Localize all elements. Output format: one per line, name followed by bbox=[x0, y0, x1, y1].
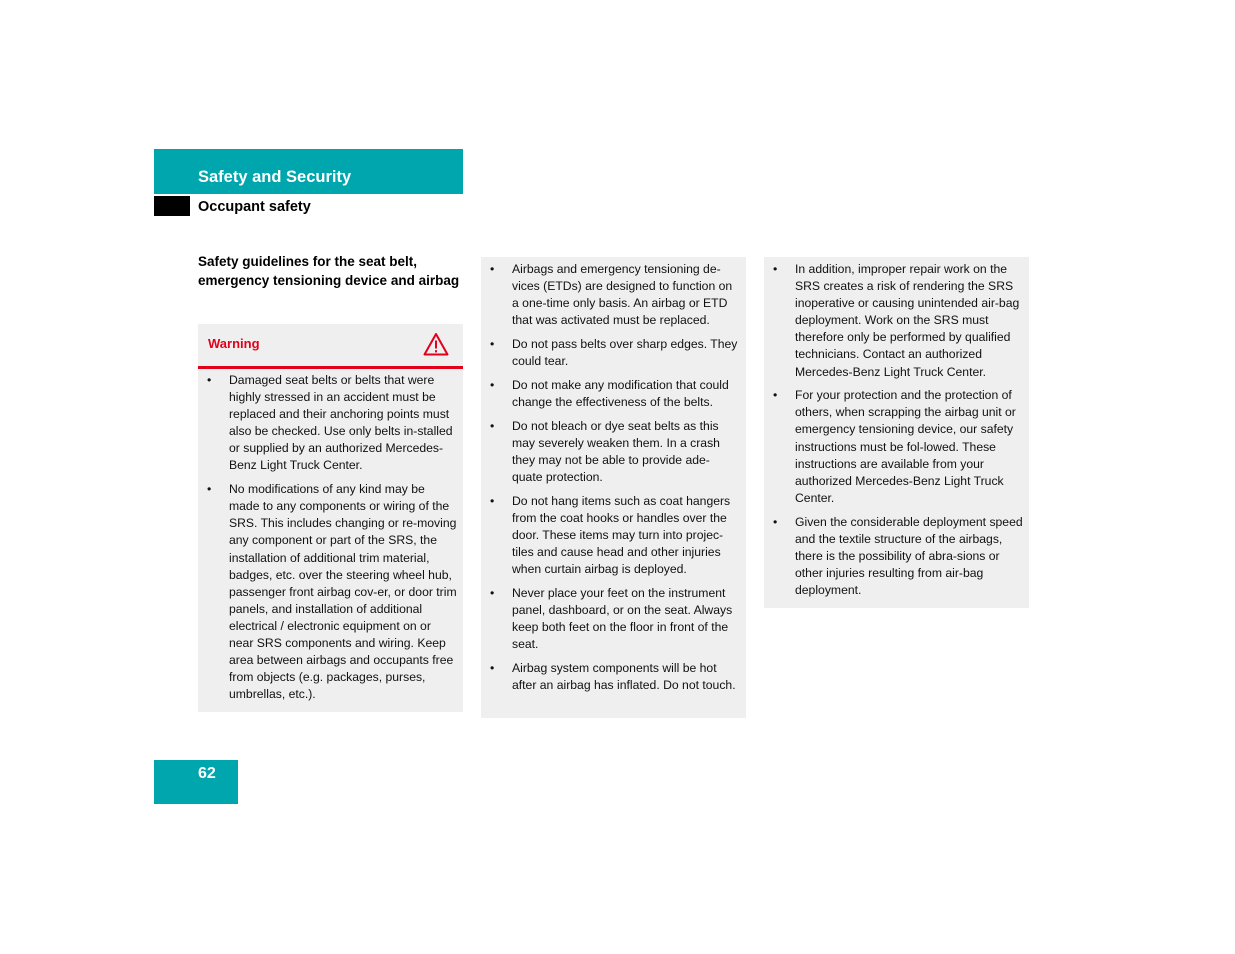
warning-label: Warning bbox=[208, 336, 260, 351]
list-item: • Airbag system components will be hot after an airbag has inflated. Do not touch. bbox=[490, 660, 736, 692]
subsection-title: Occupant safety bbox=[198, 199, 311, 215]
bullet-icon: • bbox=[490, 493, 495, 508]
warning-box bbox=[198, 324, 463, 712]
list-item: • Damaged seat belts or belts that were highly stressed in an accident must be replaced and their anchoring points must also be checked. Use only belts in-stalled or supplied by an authorized Mercedes-Benz Light Truck Center. bbox=[207, 373, 453, 473]
list-item: • Given the considerable deployment speed and the textile structure of the airbags, there is the possibility of abra-sions or other injuries resulting from air-bag deployment. bbox=[773, 514, 1023, 597]
warning-triangle-icon bbox=[423, 332, 449, 356]
list-item: • Do not bleach or dye seat belts as this may severely weaken them. In a crash they may not be able to provide ade-quate protection. bbox=[490, 418, 720, 484]
page-number: 62 bbox=[198, 765, 216, 782]
list-item: • Never place your feet on the instrument panel, dashboard, or on the seat. Always keep both feet on the floor in front of the seat. bbox=[490, 585, 733, 651]
bullet-icon: • bbox=[207, 482, 212, 497]
list-item: • Airbags and emergency tensioning de-vices (ETDs) are designed to function on a one-time only basis. An airbag or ETD that was activated must be replaced. bbox=[490, 262, 733, 328]
bullet-icon: • bbox=[490, 377, 495, 392]
list-item: • Do not pass belts over sharp edges. They could tear. bbox=[490, 336, 738, 369]
guidelines-heading: Safety guidelines for the seat belt, emergency tensioning device and airbag bbox=[198, 254, 460, 288]
bullet-icon: • bbox=[490, 585, 495, 600]
warning-list bbox=[198, 369, 463, 703]
list-item: • For your protection and the protection of others, when scrapping the airbag unit or emergency tensioning device, our safety instructions must be fol-lowed. These instructions are available from your authorized Mercedes-Benz Light Truck Center. bbox=[773, 388, 1016, 505]
warning-header bbox=[198, 324, 463, 369]
bullet-icon: • bbox=[490, 336, 495, 351]
bullet-icon: • bbox=[773, 514, 778, 529]
section-title: Safety and Security bbox=[198, 168, 352, 186]
guidelines-box-middle bbox=[481, 257, 746, 718]
guidelines-list-right bbox=[764, 257, 1029, 599]
guidelines-box-right bbox=[764, 257, 1029, 608]
bullet-icon: • bbox=[490, 660, 495, 675]
bullet-icon: • bbox=[490, 418, 495, 433]
bullet-icon: • bbox=[773, 262, 778, 276]
list-item: • Do not hang items such as coat hangers from the coat hooks or handles over the door. These items may turn into projec-tiles and cause head and other injuries when curtain airbag is deployed. bbox=[490, 493, 731, 576]
subsection-marker bbox=[154, 196, 190, 216]
guidelines-list-middle bbox=[481, 257, 746, 694]
bullet-icon: • bbox=[207, 373, 212, 387]
page-number-tab bbox=[154, 760, 238, 804]
list-item: • Do not make any modification that could change the effectiveness of the belts. bbox=[490, 377, 729, 409]
bullet-icon: • bbox=[490, 262, 495, 276]
list-item: • In addition, improper repair work on the SRS creates a risk of rendering the SRS inoperative or causing unintended air-bag deployment. Work on the SRS must therefore only be performed by qualified technicians. Contact an authorized Mercedes-Benz Light Truck Center. bbox=[773, 262, 1020, 379]
list-item: • No modifications of any kind may be made to any components or wiring of the SRS. This includes changing or re-moving any component or part of the SRS, the installation of additional trim material, badges, etc. over the steering wheel hub, passenger front airbag cov-er, or door trim panels, and installation of additional electrical / electronic equipment on or near SRS components and wiring. Keep area between airbags and occupants free from objects (e.g. packages, purses, umbrellas, etc.). bbox=[207, 482, 457, 702]
bullet-icon: • bbox=[773, 388, 778, 403]
